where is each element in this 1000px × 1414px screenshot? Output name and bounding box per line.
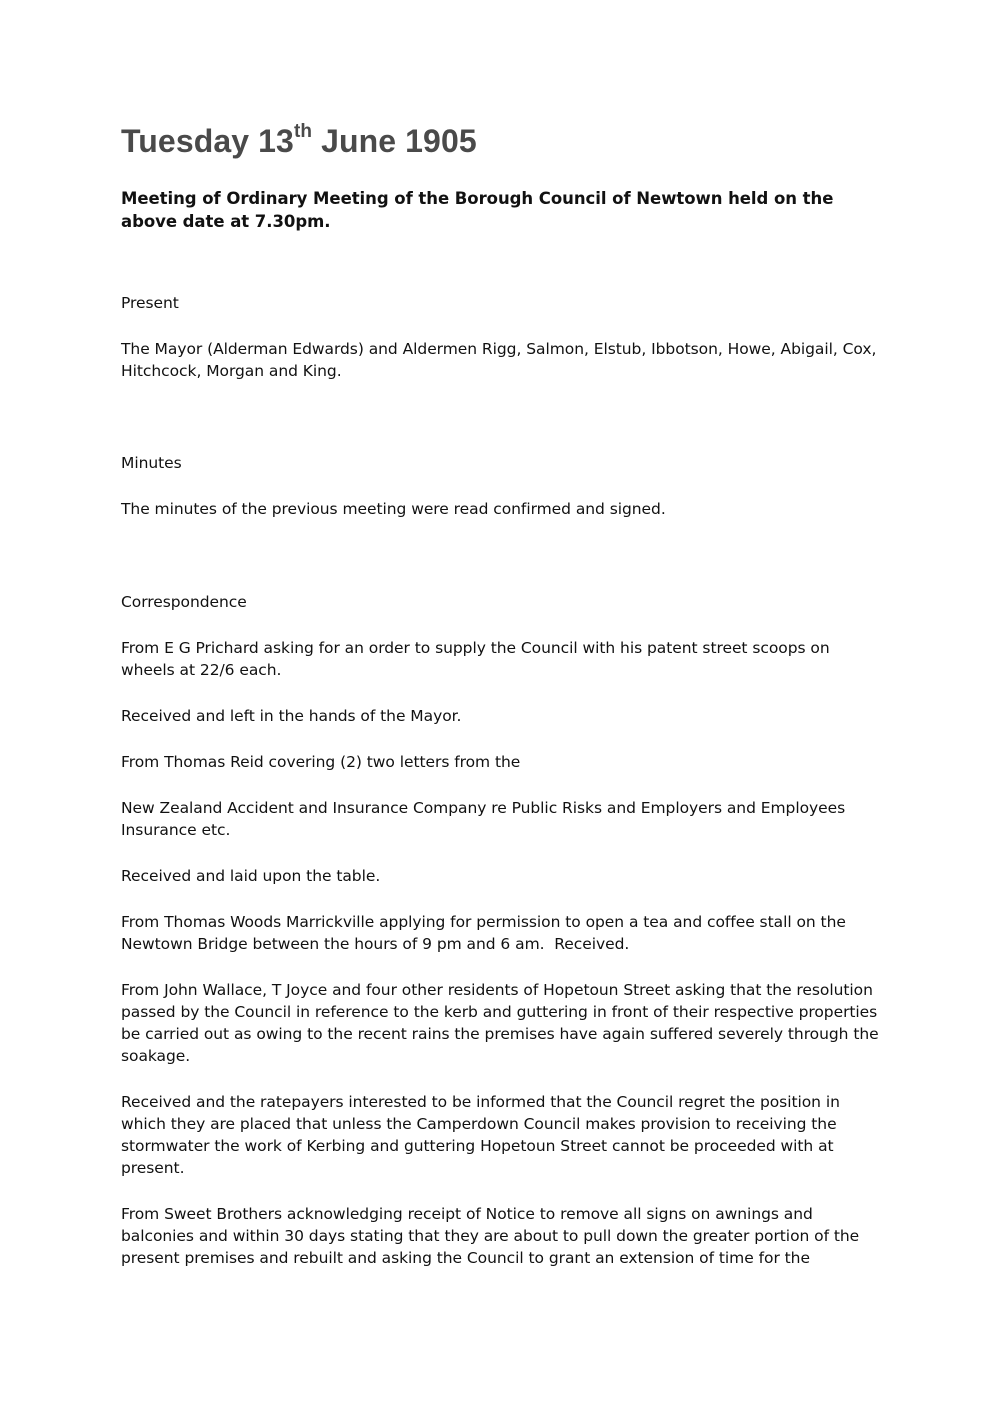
minutes-heading: Minutes: [121, 454, 182, 472]
correspondence-paragraph: From John Wallace, T Joyce and four other residents of Hopetoun Street asking that the resolution passed by the Council in reference to the kerb and guttering in front of their respective properties be carried out as owing to the recent rains the premises have again suffered severely through the soakage.: [121, 981, 879, 1065]
present-heading: Present: [121, 294, 179, 312]
correspondence-paragraph: Received and laid upon the table.: [121, 867, 381, 885]
correspondence-heading: Correspondence: [121, 593, 247, 611]
meeting-subtitle: Meeting of Ordinary Meeting of the Borough Council of Newtown held on the above date at 7.30pm.: [121, 189, 834, 231]
present-body: The Mayor (Alderman Edwards) and Aldermen Rigg, Salmon, Elstub, Ibbotson, Howe, Abigail, Cox, Hitchcock, Morgan and King.: [121, 340, 877, 380]
title-date-prefix: Tuesday 13: [121, 123, 294, 159]
correspondence-paragraph: From Thomas Reid covering (2) two letters from the: [121, 753, 521, 771]
correspondence-paragraph: Received and the ratepayers interested to be informed that the Council regret the position in which they are placed that unless the Camperdown Council makes provision to receiving the stormwater the work of Kerbing and guttering Hopetoun Street cannot be proceeded with at present.: [121, 1093, 840, 1177]
correspondence-paragraph: From E G Prichard asking for an order to supply the Council with his patent street scoops on wheels at 22/6 each.: [121, 639, 830, 679]
correspondence-paragraph: From Sweet Brothers acknowledging receipt of Notice to remove all signs on awnings and balconies and within 30 days stating that they are about to pull down the greater portion of the present premises and rebuilt and asking the Council to grant an extension of time for the: [121, 1205, 860, 1267]
minutes-body: The minutes of the previous meeting were read confirmed and signed.: [121, 500, 666, 518]
correspondence-paragraph: From Thomas Woods Marrickville applying for permission to open a tea and coffee stall on the Newtown Bridge between the hours of 9 pm and 6 am. Received.: [121, 913, 851, 953]
correspondence-paragraph: New Zealand Accident and Insurance Company re Public Risks and Employers and Employees Insurance etc.: [121, 799, 846, 839]
document-page: [121, 118, 881, 1269]
correspondence-paragraph: Received and left in the hands of the Mayor.: [121, 707, 462, 725]
title-date-suffix: June 1905: [312, 123, 477, 159]
title-ordinal-suffix: th: [293, 121, 313, 143]
page-title: [121, 118, 881, 164]
